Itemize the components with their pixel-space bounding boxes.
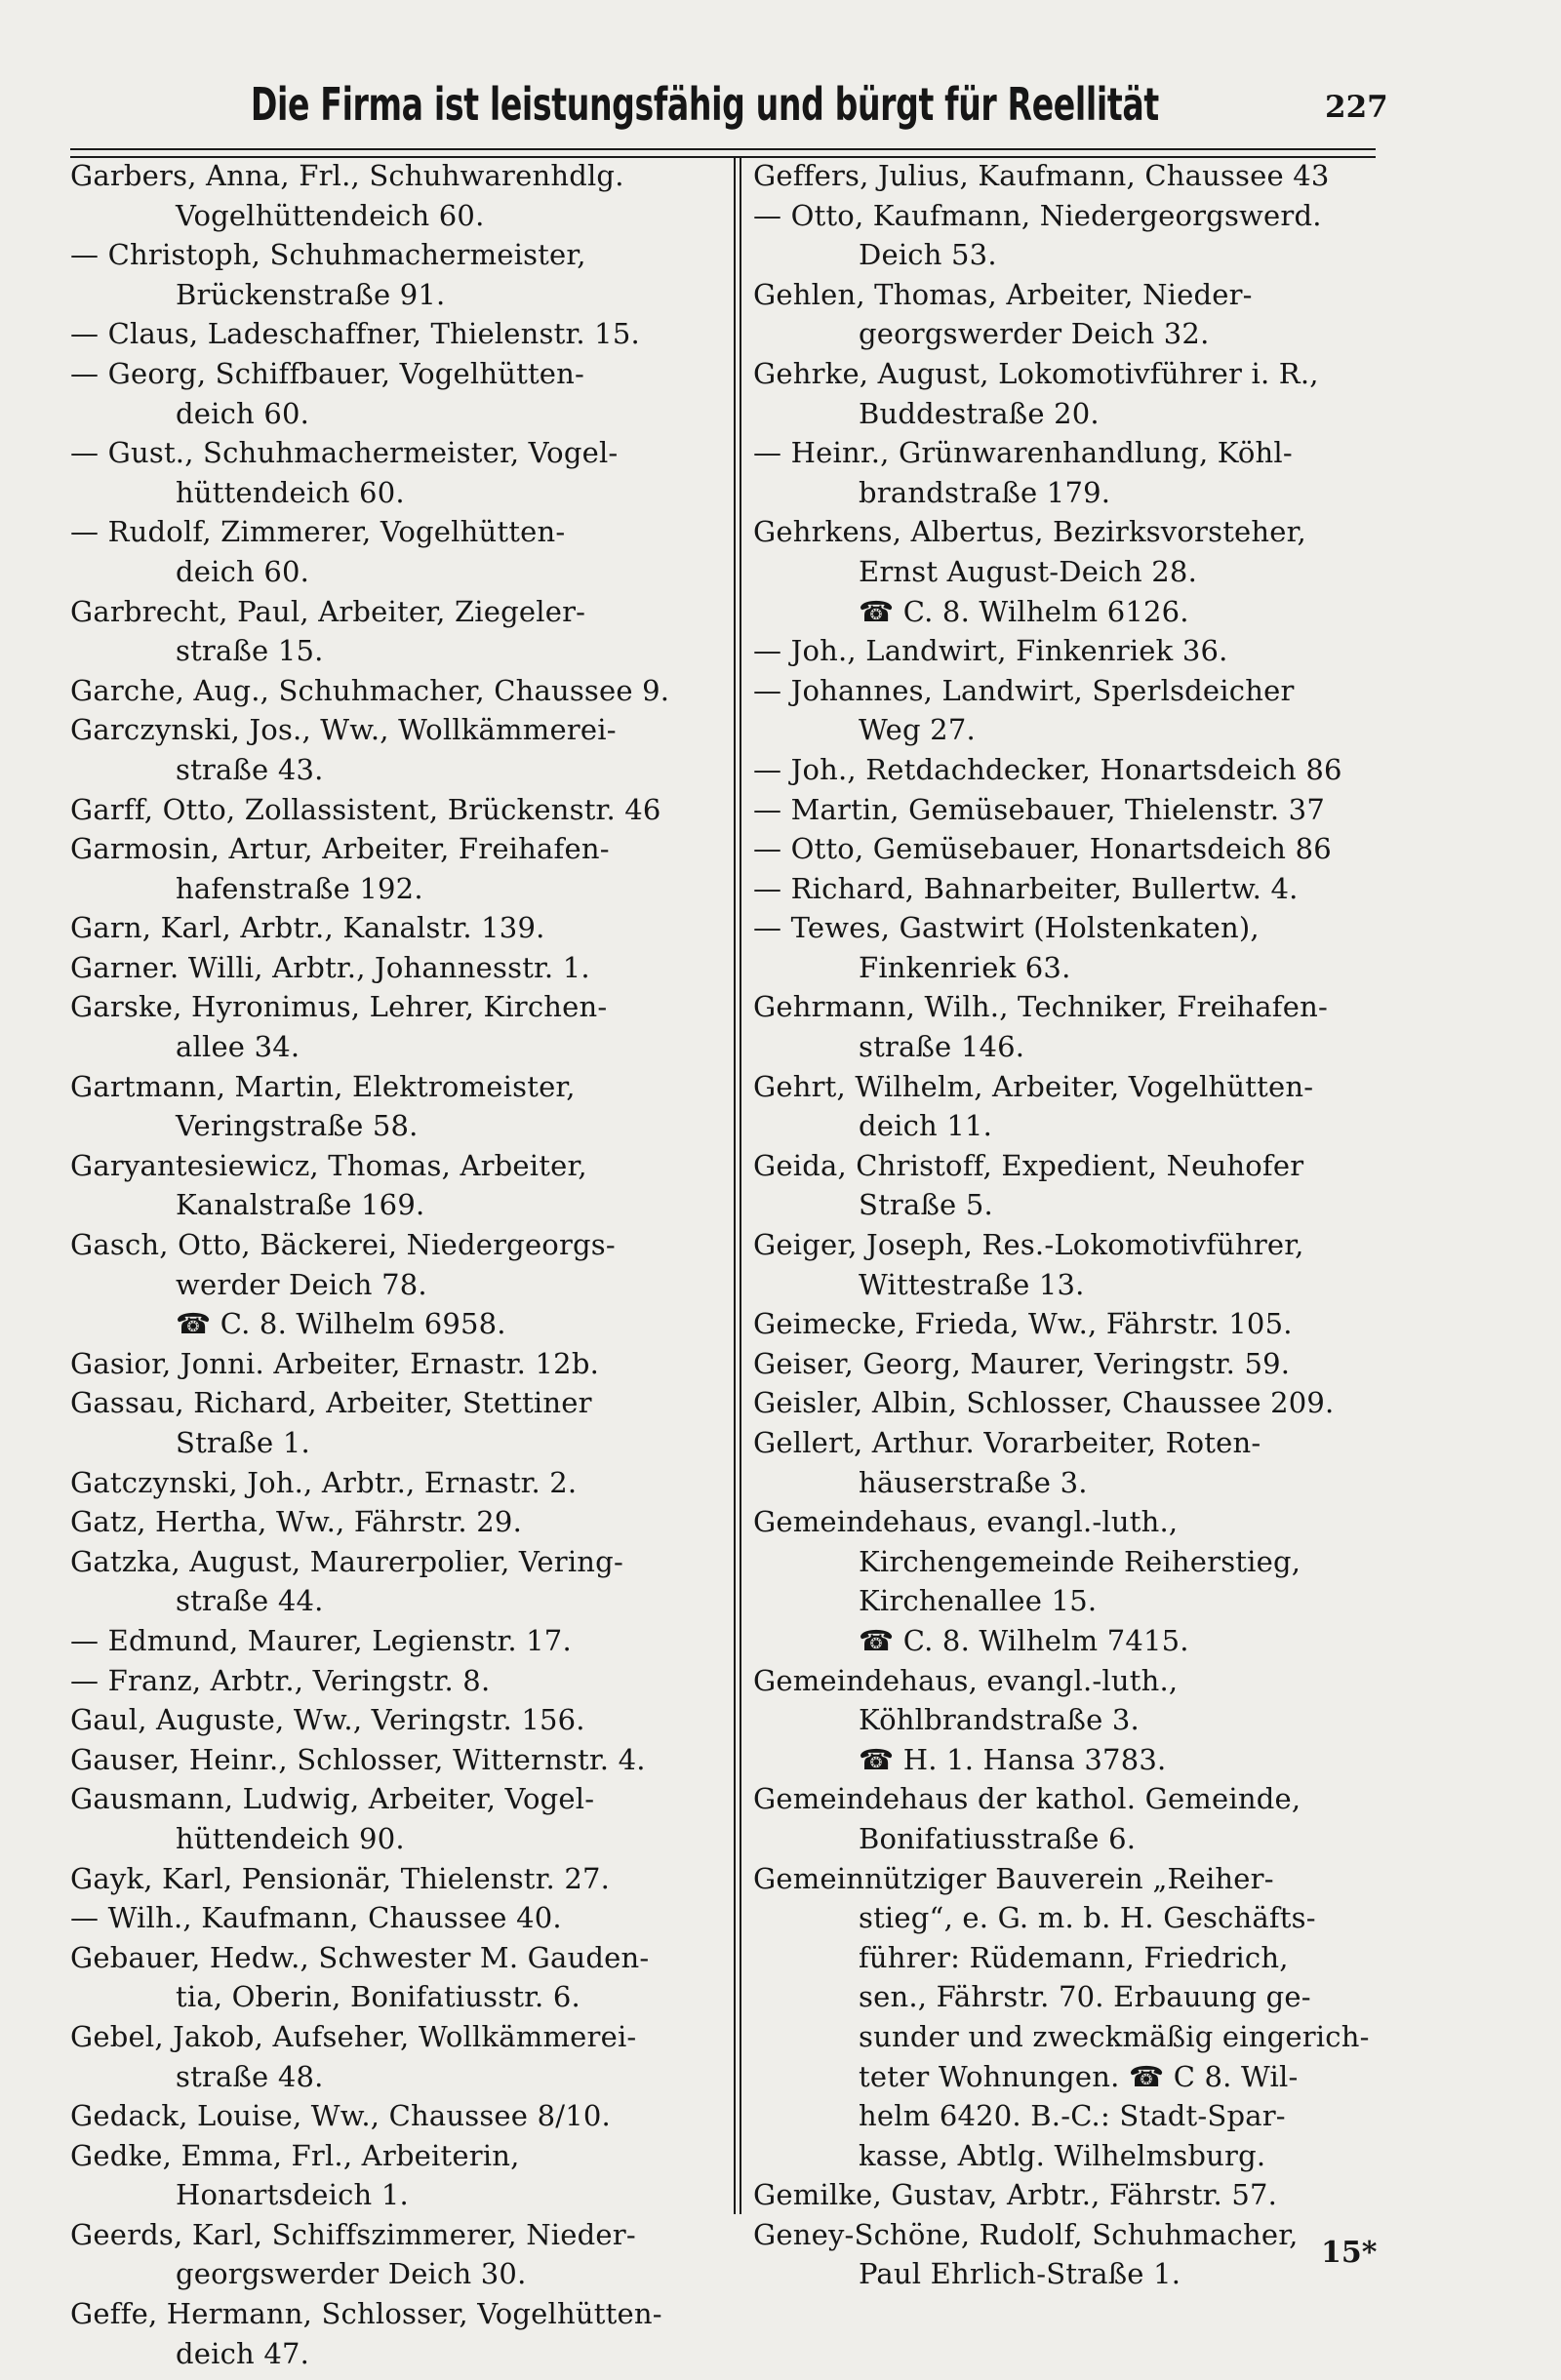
header-rule [70, 148, 1376, 150]
entry-continuation: hafenstraße 192. [176, 871, 423, 905]
entry-continuation: Wittestraße 13. [859, 1267, 1085, 1301]
directory-entry: Garyantesiewicz, Thomas, Arbeiter, [70, 1148, 587, 1182]
left-column [70, 156, 714, 2373]
entry-continuation: häuserstraße 3. [859, 1465, 1088, 1499]
directory-entry: — Claus, Ladeschaffner, Thielenstr. 15. [70, 317, 640, 351]
directory-entry: Garbers, Anna, Frl., Schuhwarenhdlg. [70, 159, 624, 192]
entry-continuation: Bonifatiusstraße 6. [859, 1821, 1137, 1855]
directory-entry: — Otto, Kaufmann, Niedergeorgswerd. [753, 198, 1322, 232]
entry-continuation: georgswerder Deich 32. [859, 317, 1210, 351]
entry-continuation: deich 60. [176, 396, 310, 430]
directory-entry: Gehrt, Wilhelm, Arbeiter, Vogelhütten- [753, 1069, 1314, 1103]
directory-entry: Garner. Willi, Arbtr., Johannesstr. 1. [70, 950, 590, 984]
directory-entry: Gehrke, August, Lokomotivführer i. R., [753, 356, 1319, 390]
directory-entry: — Martin, Gemüsebauer, Thielenstr. 37 [753, 792, 1325, 826]
directory-entry: — Gust., Schuhmachermeister, Vogel- [70, 436, 619, 470]
directory-entry: — Johannes, Landwirt, Sperlsdeicher [753, 673, 1295, 707]
directory-entry: Geiser, Georg, Maurer, Veringstr. 59. [753, 1346, 1291, 1380]
telephone-line: ☎ H. 1. Hansa 3783. [859, 1742, 1167, 1776]
directory-entry: Garczynski, Jos., Ww., Wollkämmerei- [70, 713, 617, 747]
entry-continuation: Brückenstraße 91. [176, 277, 446, 311]
directory-entry: Gemilke, Gustav, Arbtr., Fährstr. 57. [753, 2178, 1278, 2212]
entry-continuation: Kirchenallee 15. [859, 1584, 1098, 1618]
directory-entry: Garff, Otto, Zollassistent, Brückenstr. 46 [70, 792, 661, 826]
entry-continuation: Veringstraße 58. [176, 1109, 419, 1143]
entry-continuation: Honartsdeich 1. [176, 2178, 409, 2212]
directory-entry: Gaul, Auguste, Ww., Veringstr. 156. [70, 1703, 585, 1737]
entry-continuation: hüttendeich 60. [176, 475, 405, 509]
entry-continuation: Finkenriek 63. [859, 950, 1071, 984]
directory-entry: — Heinr., Grünwarenhandlung, Köhl- [753, 436, 1293, 470]
directory-entry: — Richard, Bahnarbeiter, Bullertw. 4. [753, 871, 1299, 905]
directory-entry: Gehlen, Thomas, Arbeiter, Nieder- [753, 277, 1253, 311]
column-divider [740, 156, 741, 2214]
directory-entry: Gartmann, Martin, Elektromeister, [70, 1069, 576, 1103]
entry-continuation: Straße 1. [176, 1426, 310, 1459]
entry-continuation: kasse, Abtlg. Wilhelmsburg. [859, 2138, 1266, 2172]
directory-entry: Gasch, Otto, Bäckerei, Niedergeorgs- [70, 1228, 616, 1262]
directory-entry: — Joh., Retdachdecker, Honartsdeich 86 [753, 752, 1342, 786]
directory-entry: — Edmund, Maurer, Legienstr. 17. [70, 1623, 572, 1657]
entry-continuation: Vogelhüttendeich 60. [176, 198, 485, 232]
entry-continuation: werder Deich 78. [176, 1267, 427, 1301]
directory-entry: Gemeindehaus, evangl.-luth., [753, 1505, 1179, 1539]
right-column [753, 156, 1397, 2294]
directory-entry: Geisler, Albin, Schlosser, Chaussee 209. [753, 1386, 1335, 1420]
entry-continuation: deich 11. [859, 1109, 993, 1143]
entry-continuation: teter Wohnungen. ☎ C 8. Wil- [859, 2059, 1299, 2093]
telephone-line: ☎ C. 8. Wilhelm 6126. [859, 594, 1189, 628]
entry-continuation: georgswerder Deich 30. [176, 2257, 527, 2291]
directory-entry: — Tewes, Gastwirt (Holstenkaten), [753, 911, 1260, 945]
directory-entry: Gellert, Arthur. Vorarbeiter, Roten- [753, 1426, 1261, 1459]
entry-continuation: straße 48. [176, 2059, 324, 2093]
directory-entry: Geney-Schöne, Rudolf, Schuhmacher, [753, 2217, 1299, 2251]
entry-continuation: Deich 53. [859, 238, 997, 272]
sheet-signature: 15* [1321, 2236, 1378, 2270]
entry-continuation: hüttendeich 90. [176, 1821, 405, 1855]
telephone-line: ☎ C. 8. Wilhelm 7415. [859, 1623, 1189, 1657]
directory-entry: Geffers, Julius, Kaufmann, Chaussee 43 [753, 159, 1330, 192]
entry-continuation: deich 60. [176, 554, 310, 588]
directory-entry: Gehrmann, Wilh., Techniker, Freihafen- [753, 990, 1328, 1024]
directory-entry: — Rudolf, Zimmerer, Vogelhütten- [70, 515, 566, 549]
directory-entry: Garbrecht, Paul, Arbeiter, Ziegeler- [70, 594, 586, 628]
entry-continuation: helm 6420. B.-C.: Stadt-Spar- [859, 2099, 1286, 2133]
directory-entry: Gauser, Heinr., Schlosser, Witternstr. 4. [70, 1742, 646, 1776]
page-number: 227 [1325, 90, 1388, 125]
directory-entry: Geiger, Joseph, Res.-Lokomotivführer, [753, 1228, 1304, 1262]
entry-continuation: stieg“, e. G. m. b. H. Geschäfts- [859, 1901, 1316, 1935]
entry-continuation: Kanalstraße 169. [176, 1188, 425, 1222]
directory-entry: Gehrkens, Albertus, Bezirksvorsteher, [753, 515, 1306, 549]
entry-continuation: tia, Oberin, Bonifatiusstr. 6. [176, 1980, 580, 2014]
entry-continuation: straße 44. [176, 1584, 324, 1618]
column-divider [734, 156, 736, 2214]
directory-entry: Gemeindehaus der kathol. Gemeinde, [753, 1782, 1301, 1816]
directory-entry: Gedke, Emma, Frl., Arbeiterin, [70, 2138, 520, 2172]
directory-entry: Geerds, Karl, Schiffszimmerer, Nieder- [70, 2217, 636, 2251]
entry-continuation: brandstraße 179. [859, 475, 1111, 509]
telephone-line: ☎ C. 8. Wilhelm 6958. [176, 1307, 506, 1341]
page-header-title: Die Firma ist leistungsfähig und bürgt für Reellität [250, 78, 1159, 131]
entry-continuation: sunder und zweckmäßig eingerich- [859, 2019, 1370, 2053]
directory-entry: Garn, Karl, Arbtr., Kanalstr. 139. [70, 911, 545, 945]
directory-entry: Gedack, Louise, Ww., Chaussee 8/10. [70, 2099, 611, 2133]
directory-entry: Gausmann, Ludwig, Arbeiter, Vogel- [70, 1782, 595, 1816]
entry-continuation: führer: Rüdemann, Friedrich, [859, 1940, 1289, 1974]
directory-entry: Gasior, Jonni. Arbeiter, Ernastr. 12b. [70, 1346, 600, 1380]
directory-entry: Gemeinnütziger Bauverein „Reiher- [753, 1861, 1274, 1895]
entry-continuation: allee 34. [176, 1030, 300, 1064]
entry-continuation: straße 15. [176, 634, 324, 668]
entry-continuation: sen., Fährstr. 70. Erbauung ge- [859, 1980, 1311, 2014]
directory-entry: Gatz, Hertha, Ww., Fährstr. 29. [70, 1505, 522, 1539]
directory-entry: Gayk, Karl, Pensionär, Thielenstr. 27. [70, 1861, 611, 1895]
directory-entry: — Franz, Arbtr., Veringstr. 8. [70, 1663, 491, 1697]
directory-entry: Gassau, Richard, Arbeiter, Stettiner [70, 1386, 592, 1420]
directory-entry: Gebauer, Hedw., Schwester M. Gauden- [70, 1940, 650, 1974]
entry-continuation: straße 146. [859, 1030, 1025, 1064]
entry-continuation: Buddestraße 20. [859, 396, 1100, 430]
directory-entry: Gatczynski, Joh., Arbtr., Ernastr. 2. [70, 1465, 578, 1499]
entry-continuation: deich 47. [176, 2336, 310, 2370]
directory-entry: Gatzka, August, Maurerpolier, Vering- [70, 1544, 623, 1578]
entry-continuation: Straße 5. [859, 1188, 993, 1222]
directory-entry: — Joh., Landwirt, Finkenriek 36. [753, 634, 1228, 668]
directory-entry: — Georg, Schiffbauer, Vogelhütten- [70, 356, 585, 390]
entry-continuation: Köhlbrandstraße 3. [859, 1703, 1140, 1737]
entry-continuation: Kirchengemeinde Reiherstieg, [859, 1544, 1301, 1578]
directory-entry: — Wilh., Kaufmann, Chaussee 40. [70, 1901, 562, 1935]
directory-entry: Geimecke, Frieda, Ww., Fährstr. 105. [753, 1307, 1293, 1341]
entry-continuation: Paul Ehrlich-Straße 1. [859, 2257, 1181, 2291]
directory-entry: — Otto, Gemüsebauer, Honartsdeich 86 [753, 832, 1332, 866]
entry-continuation: Weg 27. [859, 713, 976, 747]
directory-entry: Geffe, Hermann, Schlosser, Vogelhütten- [70, 2297, 662, 2331]
entry-continuation: Ernst August-Deich 28. [859, 554, 1198, 588]
directory-entry: Geida, Christoff, Expedient, Neuhofer [753, 1148, 1304, 1182]
directory-entry: Garmosin, Artur, Arbeiter, Freihafen- [70, 832, 610, 866]
directory-entry: Gebel, Jakob, Aufseher, Wollkämmerei- [70, 2019, 637, 2053]
entry-continuation: straße 43. [176, 752, 324, 786]
directory-entry: — Christoph, Schuhmachermeister, [70, 238, 586, 272]
directory-entry: Garche, Aug., Schuhmacher, Chaussee 9. [70, 673, 670, 707]
directory-entry: Gemeindehaus, evangl.-luth., [753, 1663, 1179, 1697]
directory-entry: Garske, Hyronimus, Lehrer, Kirchen- [70, 990, 608, 1024]
